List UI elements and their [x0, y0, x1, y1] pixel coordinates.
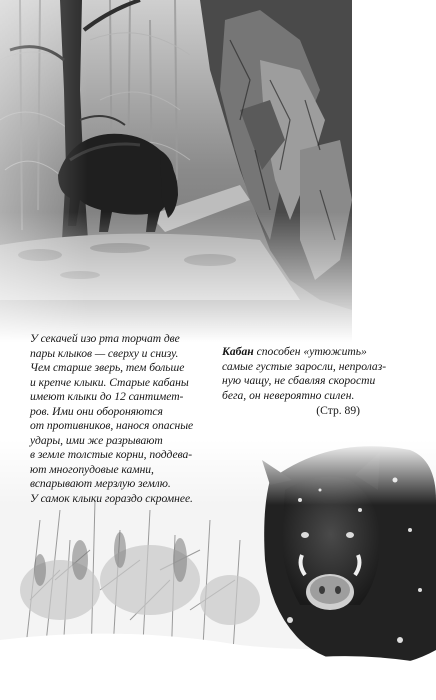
- caption-line: вспарывают мерзлую землю.: [30, 477, 171, 490]
- caption-line: имеют клыки до 12 сантимет-: [30, 390, 184, 403]
- page-reference: (Стр. 89): [316, 404, 360, 417]
- caption-line: в земле толстые корни, поддева-: [30, 448, 193, 461]
- caption-tusks: [30, 332, 230, 506]
- caption-bold-word: Кабан: [222, 345, 254, 358]
- caption-line: самые густые заросли, непролаз-: [222, 359, 387, 373]
- caption-line: ют многопудовые камни,: [30, 462, 154, 476]
- forest-boar-photo: [0, 0, 352, 342]
- caption-line: удары, ими же разрывают: [30, 433, 163, 447]
- caption-line: У самок клыки гораздо скромнее.: [30, 491, 193, 505]
- caption-line: от противников, нанося опасные: [30, 419, 194, 432]
- caption-line: ную чащу, не сбавляя скорости: [222, 374, 376, 387]
- caption-line: пары клыков — сверху и снизу.: [30, 346, 179, 360]
- caption-line: Чем старше зверь, тем больше: [30, 361, 185, 374]
- caption-line: и крепче клыки. Старые кабаны: [30, 375, 189, 389]
- caption-first-line: [222, 345, 432, 360]
- caption-line: У секачей изо рта торчат две: [30, 332, 180, 345]
- caption-line: бега, он невероятно силен.: [222, 388, 355, 402]
- caption-strength: [222, 345, 432, 419]
- caption-first-line-rest: способен «утюжить»: [253, 345, 367, 358]
- caption-line: ров. Ими они обороняются: [30, 404, 163, 418]
